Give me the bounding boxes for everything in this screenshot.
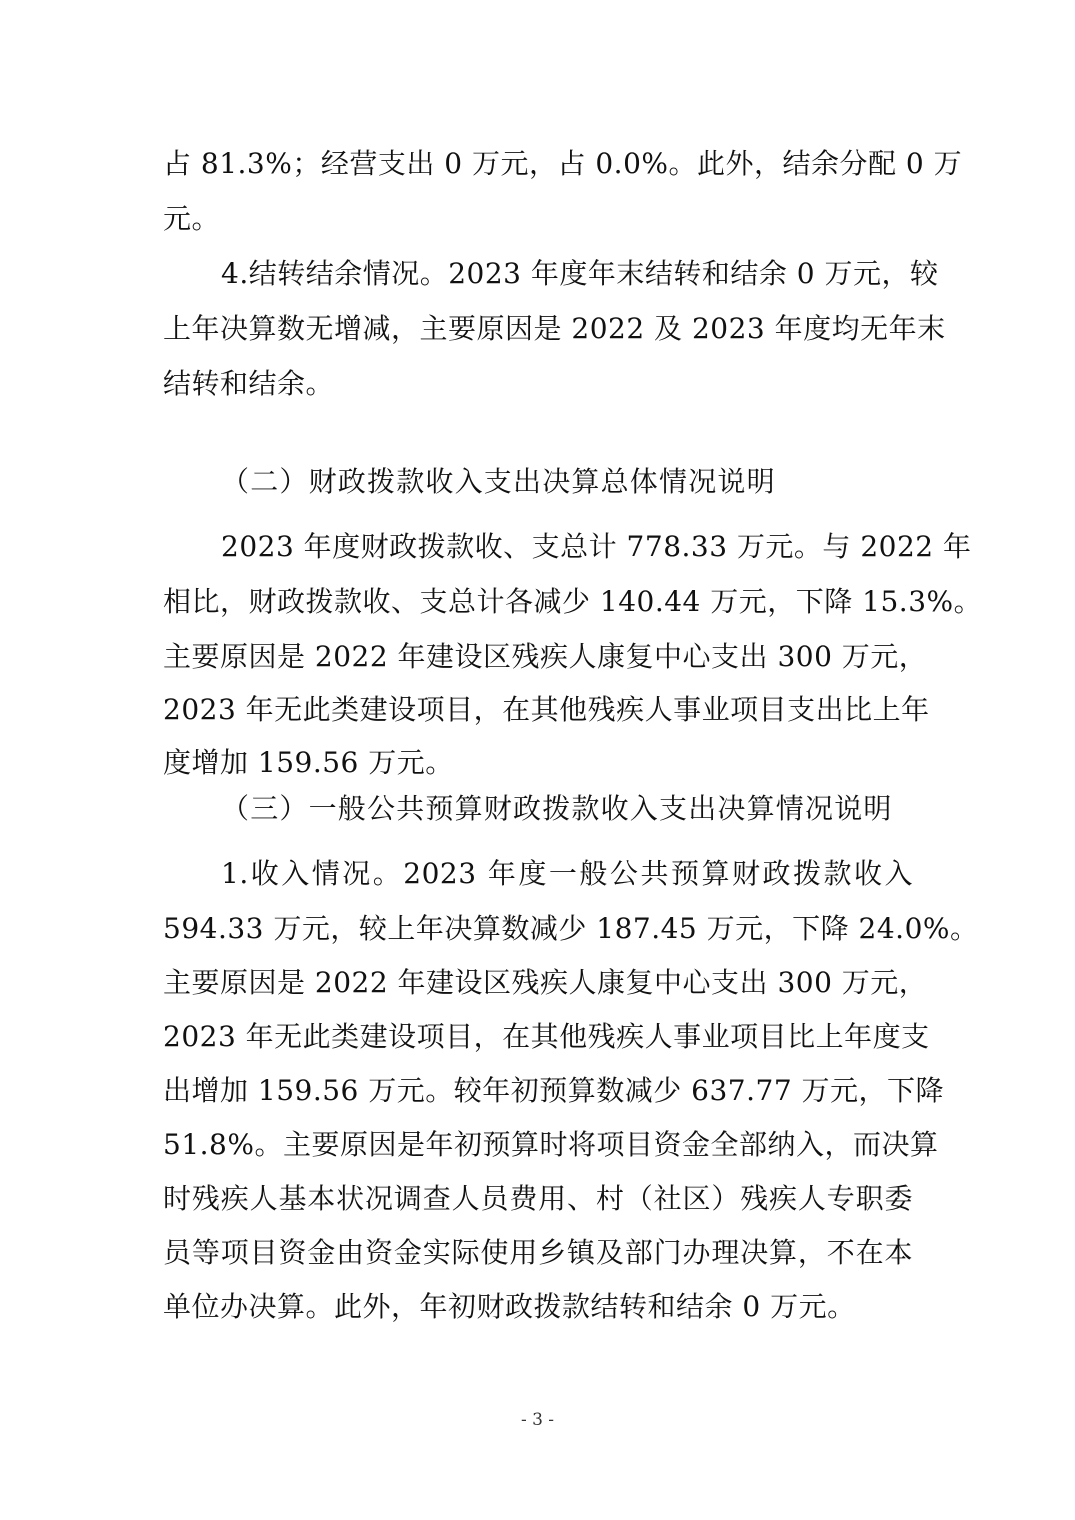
paragraph-line: 出增加 159.56 万元。较年初预算数减少 637.77 万元，下降 bbox=[163, 1074, 945, 1107]
paragraph-line: 占 81.3%；经营支出 0 万元，占 0.0%。此外，结余分配 0 万 bbox=[163, 147, 963, 180]
paragraph-line: 2023 年无此类建设项目，在其他残疾人事业项目支出比上年 bbox=[163, 693, 930, 726]
paragraph-line: 51.8%。主要原因是年初预算时将项目资金全部纳入，而决算 bbox=[163, 1128, 939, 1161]
paragraph-line: 相比，财政拨款收、支总计各减少 140.44 万元，下降 15.3%。 bbox=[163, 585, 983, 618]
paragraph-line: 2023 年度财政拨款收、支总计 778.33 万元。与 2022 年 bbox=[221, 530, 972, 563]
paragraph-line: 4.结转结余情况。2023 年度年末结转和结余 0 万元，较 bbox=[221, 257, 939, 290]
paragraph-line: 上年决算数无增减，主要原因是 2022 及 2023 年度均无年末 bbox=[163, 312, 946, 345]
paragraph-line: 594.33 万元，较上年决算数减少 187.45 万元，下降 24.0%。 bbox=[163, 912, 979, 945]
paragraph-line: 1.收入情况。2023 年度一般公共预算财政拨款收入 bbox=[221, 857, 913, 890]
paragraph-line: 元。 bbox=[163, 202, 221, 235]
paragraph-line: 结转和结余。 bbox=[163, 367, 335, 400]
section-heading: （二）财政拨款收入支出决算总体情况说明 bbox=[221, 465, 776, 498]
paragraph-line: 主要原因是 2022 年建设区残疾人康复中心支出 300 万元， bbox=[163, 640, 928, 673]
paragraph-line: 单位办决算。此外，年初财政拨款结转和结余 0 万元。 bbox=[163, 1290, 856, 1323]
paragraph-line: 时残疾人基本状况调查人员费用、村（社区）残疾人专职委 bbox=[163, 1182, 913, 1215]
paragraph-line: 度增加 159.56 万元。 bbox=[163, 746, 454, 779]
paragraph-line: 2023 年无此类建设项目，在其他残疾人事业项目比上年度支 bbox=[163, 1020, 930, 1053]
paragraph-line: 主要原因是 2022 年建设区残疾人康复中心支出 300 万元， bbox=[163, 966, 928, 999]
section-heading: （三）一般公共预算财政拨款收入支出决算情况说明 bbox=[221, 792, 893, 825]
paragraph-line: 员等项目资金由资金实际使用乡镇及部门办理决算，不在本 bbox=[163, 1236, 913, 1269]
page-number: - 3 - bbox=[520, 1410, 555, 1430]
